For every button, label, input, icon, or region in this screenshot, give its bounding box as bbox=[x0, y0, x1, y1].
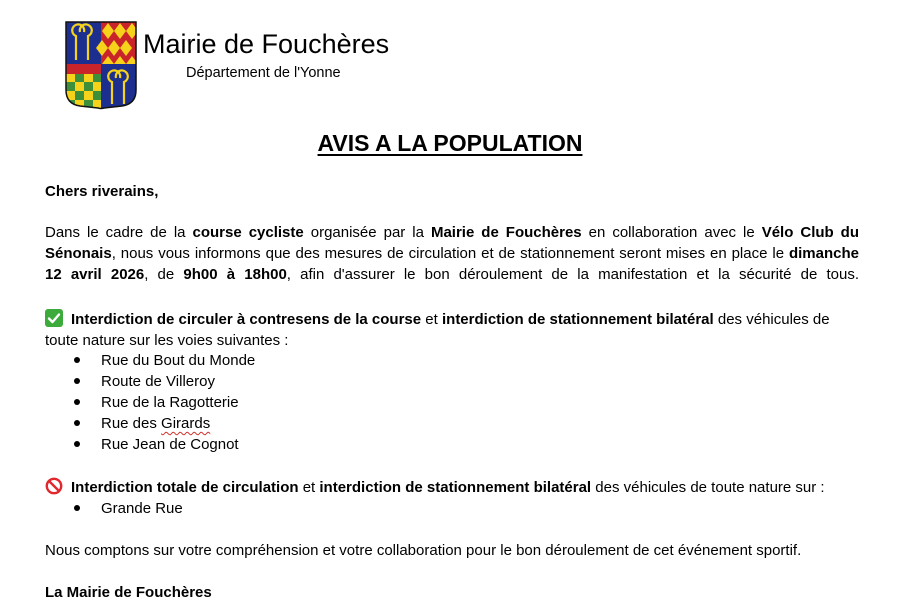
greeting: Chers riverains, bbox=[45, 183, 159, 200]
notice-headline: AVIS A LA POPULATION bbox=[317, 130, 583, 156]
list-item: Rue de la Ragotterie bbox=[74, 392, 239, 413]
coat-of-arms-logo bbox=[64, 20, 138, 114]
intro-paragraph: Dans le cadre de la course cycliste organisée par la Mairie de Fouchères en collaboration avec le Vélo Club du Sénonais, nous vous informons que des mesures de circulation et de stationnement seront mises en place le dimanche 12 avril 2026, de 9h00 à 18h00, afin d'assurer le bon déroulement de la manifestation et la sécurité de tous. bbox=[45, 224, 860, 283]
closing-paragraph: Nous comptons sur votre compréhension et votre collaboration pour le bon déroulement de cet événement sportif. bbox=[45, 542, 802, 559]
signature: La Mairie de Fouchères bbox=[45, 584, 212, 601]
list-item: Route de Villeroy bbox=[74, 371, 215, 392]
list-item: Grande Rue bbox=[74, 498, 183, 519]
check-mark-icon bbox=[45, 309, 63, 327]
page-title: Mairie de Fouchères bbox=[143, 29, 390, 59]
section1-paragraph: Interdiction de circuler à contresens de la course et interdiction de stationnement bilatéral des véhicules de toute nature sur les voies suivantes : bbox=[45, 311, 830, 349]
page-subtitle: Département de l'Yonne bbox=[186, 65, 341, 81]
list-item: Rue des Girards bbox=[74, 413, 210, 434]
list-item: Rue Jean de Cognot bbox=[74, 434, 239, 455]
spellcheck-flagged-word: Girards bbox=[161, 415, 211, 432]
list-item: Rue du Bout du Monde bbox=[74, 350, 255, 371]
section2-paragraph: Interdiction totale de circulation et interdiction de stationnement bilatéral des véhicules de toute nature sur : bbox=[45, 477, 859, 498]
prohibited-icon bbox=[45, 477, 63, 495]
